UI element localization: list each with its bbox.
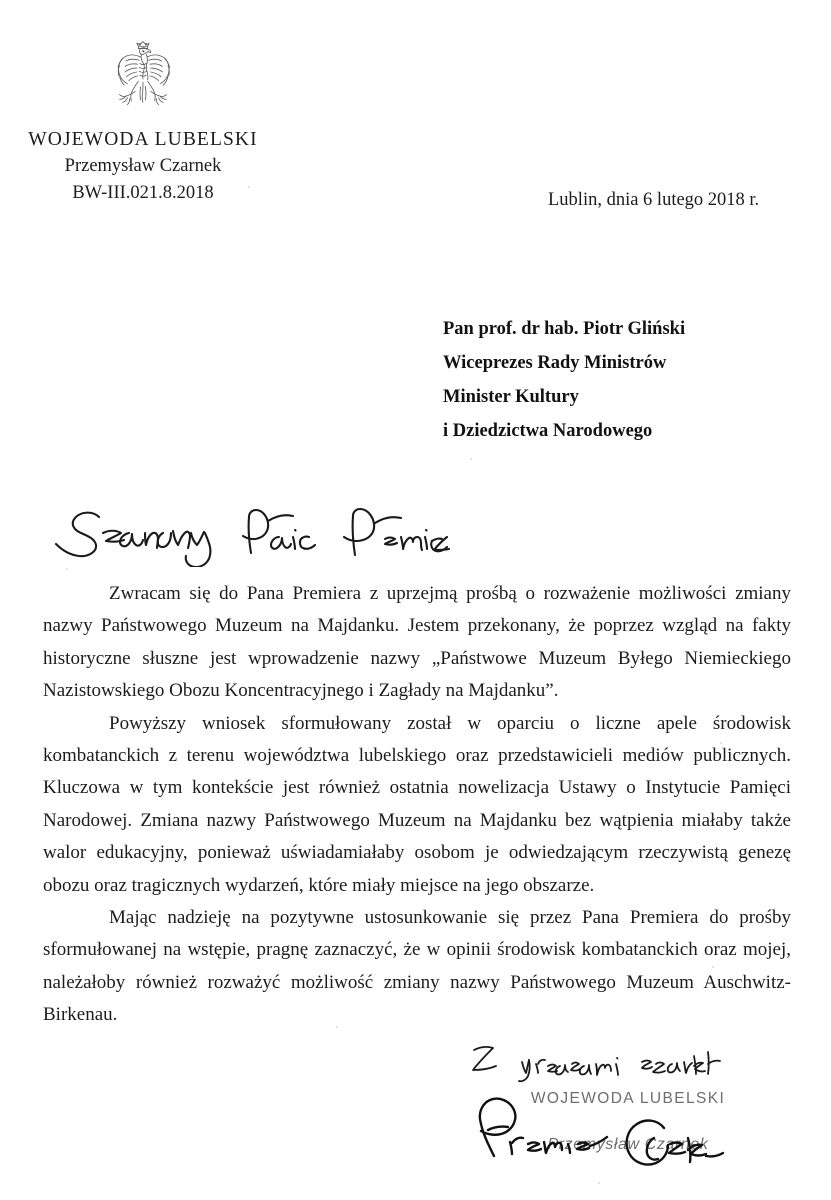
handwritten-signature bbox=[448, 1082, 748, 1170]
place-and-date: Lublin, dnia 6 lutego 2018 r. bbox=[548, 190, 760, 210]
letterhead bbox=[18, 38, 268, 206]
signature-block bbox=[448, 1040, 788, 1170]
body-paragraph-1: Zwracam się do Pana Premiera z uprzejmą prośbą o rozważenie możliwości zmiany nazwy Państwowego Muzeum na Majdanku. Jestem przekonany, że poprzez wzgląd na fakty historyczne słuszne jest wprowadzenie nazwy „Państwowe Muzeum Byłego Niemieckiego Nazistowskiego Obozu Koncentracyjnego i Zagłady na Majdanku”. bbox=[43, 583, 791, 702]
scan-speck bbox=[720, 742, 722, 744]
letterhead-name: Przemysław Czarnek bbox=[64, 156, 222, 177]
scan-speck bbox=[248, 186, 250, 188]
letterhead-office: WOJEWODA LUBELSKI bbox=[28, 129, 258, 150]
addressee-line-title-2: Minister Kultury bbox=[443, 387, 579, 407]
body-paragraph-2: Powyższy wniosek sformułowany został w oparciu o liczne apele środowisk kombatanckich z terenu województwa lubelskiego oraz przedstawicieli mediów publicznych. Kluczowa w tym kontekście jest również ostatnia nowelizacja Ustawy o Instytucie Pamięci Narodowej. Zmiana nazwy Państwowego Muzeum na Majdanku bez wątpienia miałaby także walor edukacyjny, ponieważ uświadamiałaby osobom je odwiedzającym rzeczywistą genezę obozu oraz tragicznych wydarzeń, które miały miejsce na jego obszarze. bbox=[43, 712, 791, 896]
letter-body bbox=[43, 578, 791, 1032]
scan-speck bbox=[598, 1182, 600, 1184]
addressee-line-title-3: i Dziedzictwa Narodowego bbox=[443, 421, 653, 441]
stamp-name-line: Przemysław Czarnek bbox=[547, 1136, 709, 1153]
handwritten-salutation bbox=[55, 497, 455, 567]
stamp-office-line: WOJEWODA LUBELSKI bbox=[530, 1090, 726, 1107]
addressee-line-name: Pan prof. dr hab. Piotr Gliński bbox=[443, 319, 686, 339]
addressee-line-title-1: Wiceprezes Rady Ministrów bbox=[443, 353, 667, 373]
scan-speck bbox=[66, 568, 68, 570]
letterhead-reference: BW-III.021.8.2018 bbox=[72, 183, 214, 204]
scan-speck bbox=[470, 458, 472, 460]
addressee-block bbox=[443, 312, 685, 448]
scan-speck bbox=[712, 966, 714, 968]
scan-speck bbox=[336, 1026, 338, 1028]
polish-eagle-emblem bbox=[104, 38, 182, 120]
body-paragraph-3: Mając nadzieję na pozytywne ustosunkowanie się przez Pana Premiera do prośby sformułowanej na wstępie, pragnę zaznaczyć, że w opinii środowisk kombatanckich oraz mojej, należałoby również rozważyć możliwość zmiany nazwy Państwowego Muzeum Auschwitz-Birkenau. bbox=[43, 907, 791, 1026]
